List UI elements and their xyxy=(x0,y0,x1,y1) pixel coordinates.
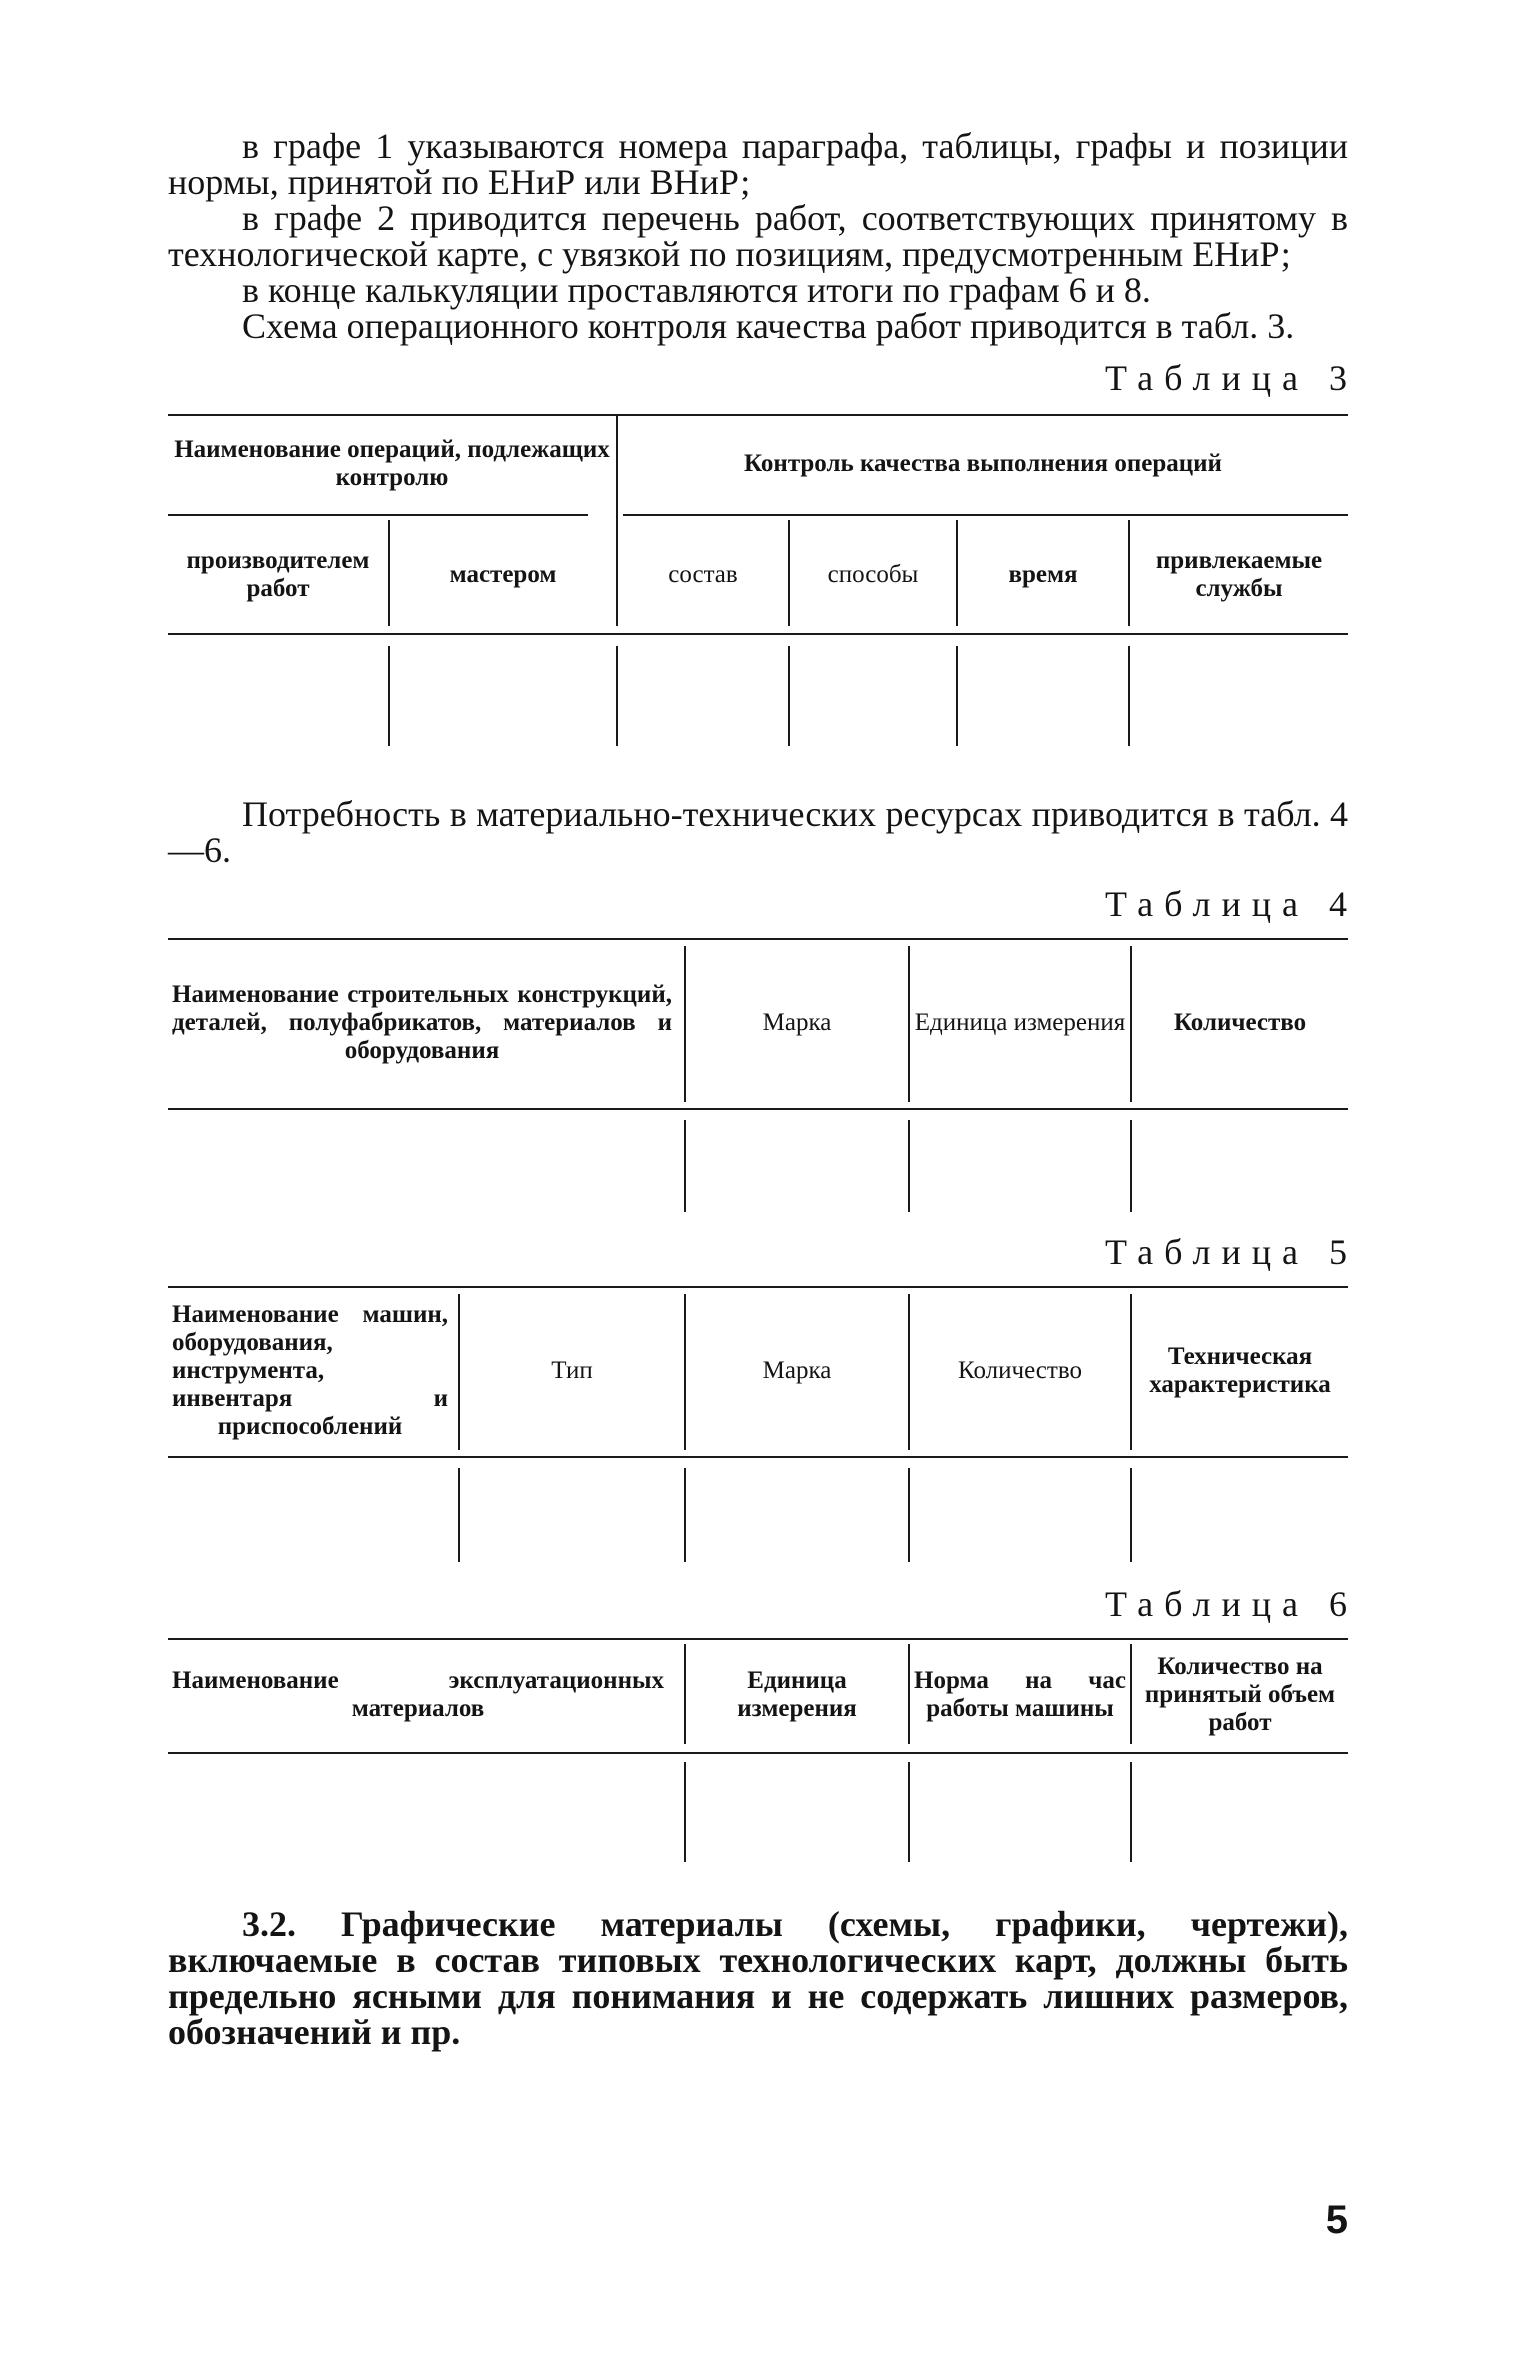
table-4 xyxy=(168,938,1348,1212)
table-3-col-time: время xyxy=(1008,560,1078,588)
table-5-col-type: Тип xyxy=(551,1357,593,1384)
table-3-col-services: привлекаемые службы xyxy=(1155,546,1323,602)
table-5-col-brand: Марка xyxy=(762,1357,832,1384)
table-6-col-unit: Единица измерения xyxy=(737,1667,857,1722)
table-5-col-specs: Техническая характеристика xyxy=(1149,1343,1331,1398)
table-4-caption: Таблица 4 xyxy=(1105,884,1358,924)
section-3-2-paragraph: 3.2. Графические материалы (схемы, графики, чертежи), включаемые в состав типовых технологических карт, должны быть предельно ясными для понимания и не содержать лишних размеров, обозначений и пр. xyxy=(168,1904,1348,2052)
table-3 xyxy=(168,414,1348,746)
table-5-col-quantity: Количество xyxy=(958,1357,1082,1384)
table-4-col-unit: Единица измерения xyxy=(914,1009,1126,1036)
table-6-caption: Таблица 6 xyxy=(1105,1584,1358,1624)
table-3-col-composition: состав xyxy=(668,560,738,588)
paragraph-column-1: в графе 1 указываются номера параграфа, таблицы, графы и позиции нормы, принятой по ЕНиР или ВНиР; xyxy=(168,126,1348,202)
table-6-col-quantity: Количество на принятый объем работ xyxy=(1144,1653,1336,1736)
page-number: 5 xyxy=(1325,2198,1348,2242)
table-3-header-operations: Наименование операций, подлежащих контролю xyxy=(174,436,610,491)
table-3-header-control: Контроль качества выполнения операций xyxy=(744,450,1222,477)
paragraph-resources: Потребность в материально-технических ресурсах приводится в табл. 4—6. xyxy=(168,794,1348,870)
table-4-col-quantity: Количество xyxy=(1173,1009,1307,1036)
paragraph-quality-control: Схема операционного контроля качества работ приводится в табл. 3. xyxy=(242,306,1295,346)
table-6-col-name: Наименование эксплуатационных материалов xyxy=(172,1667,664,1722)
document-page xyxy=(168,126,1358,2052)
table-5-col-name: Наименование машин, оборудования, инструмента, инвентаря и приспособлений xyxy=(172,1301,448,1440)
table-4-col-brand: Марка xyxy=(762,1009,832,1036)
table-4-col-name: Наименование строительных конструкций, деталей, полуфабрикатов, материалов и оборудования xyxy=(172,981,672,1064)
table-5-caption: Таблица 5 xyxy=(1105,1232,1358,1272)
table-3-caption: Таблица 3 xyxy=(1105,358,1358,398)
table-6-col-norm: Норма на час работы машины xyxy=(914,1667,1126,1722)
paragraph-totals: в конце калькуляции проставляются итоги по графам 6 и 8. xyxy=(242,270,1151,310)
table-3-col-methods: способы xyxy=(827,560,919,588)
table-3-col-producer: производителем работ xyxy=(186,546,370,602)
table-5 xyxy=(168,1286,1348,1562)
table-6 xyxy=(168,1638,1348,1862)
paragraph-column-2: в графе 2 приводится перечень работ, соответствующих принятому в технологической карте, с увязкой по позициям, предусмотренным ЕНиР; xyxy=(168,198,1348,274)
table-3-col-master: мастером xyxy=(449,560,557,588)
